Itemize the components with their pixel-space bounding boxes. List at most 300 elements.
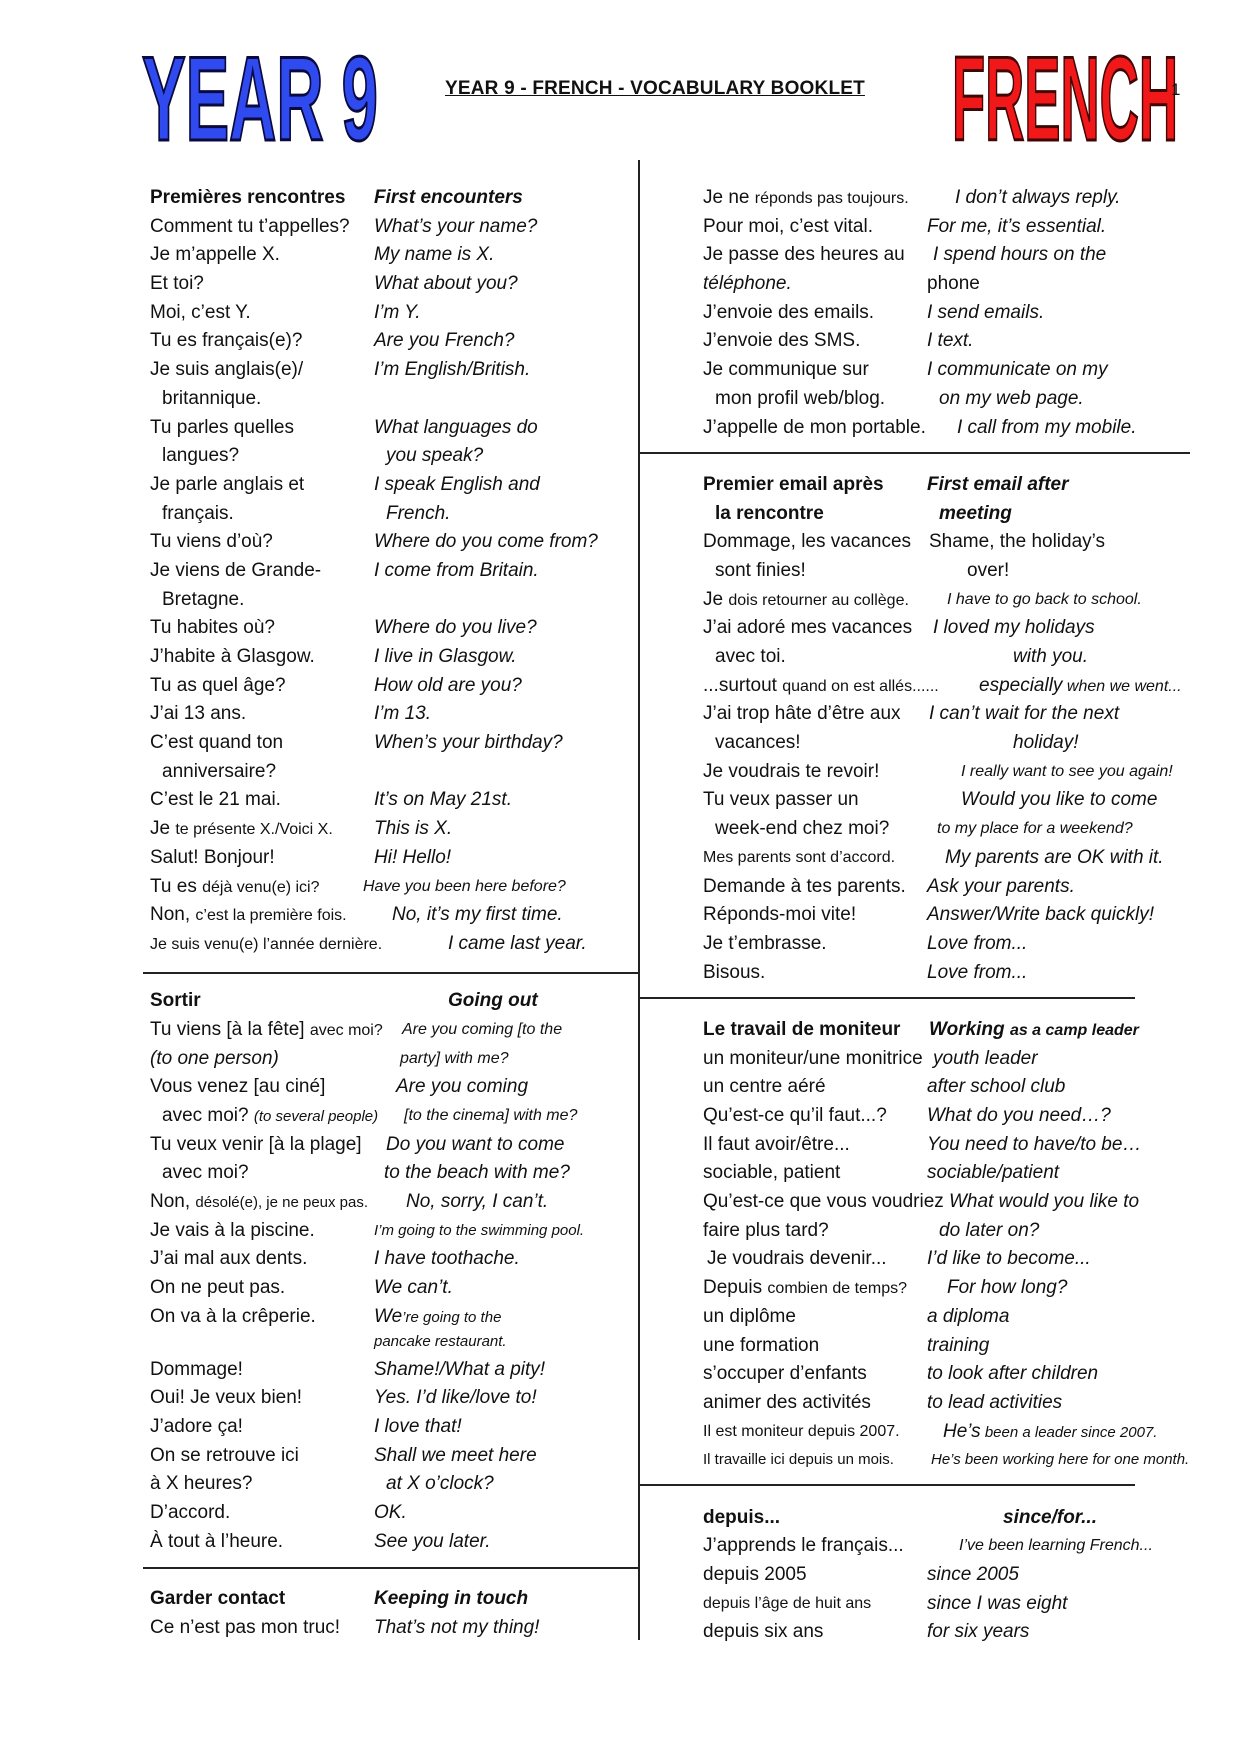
heading-fr: la rencontre [715,502,824,524]
heading-fr: Garder contact [150,1588,286,1609]
en-text: Would you like to come [961,789,1158,811]
fr-text: J’envoie des SMS. [703,330,861,352]
fr-text: s’occuper d’enfants [703,1363,867,1385]
en-text: I’m 13. [374,703,432,725]
vocab-row [150,614,640,643]
en-text: pancake restaurant. [374,1332,507,1350]
en-text: party] with me? [400,1049,509,1067]
en-text: I’d like to become... [927,1248,1091,1270]
fr-text: téléphone. [703,273,792,295]
vocab-row [703,557,1223,586]
fr-text: Je t’embrasse. [703,932,827,954]
en-text: Shall we meet here [374,1444,537,1466]
fr-text: Tu as quel âge? [150,674,286,696]
heading-fr: Premières rencontres [150,187,346,208]
en-text: You need to have/to be… [927,1133,1142,1155]
en-text: to the beach with me? [384,1162,570,1184]
fr-text: Salut! Bonjour! [150,846,275,868]
vocab-row [150,1131,640,1160]
fr-text: vacances! [715,732,801,754]
en-text: He’s [943,1420,981,1442]
fr-text: Oui! Je veux bien! [150,1387,303,1409]
fr-text: un moniteur/une monitrice [703,1047,923,1069]
section-heading [150,184,640,213]
en-text: over! [967,559,1010,581]
vocab-row [703,1245,1223,1274]
fr-text: On se retrouve ici [150,1444,299,1466]
vocab-row [150,1045,640,1074]
en-text: to my place for a weekend? [937,820,1133,838]
fr-text: J’ai 13 ans. [150,703,247,725]
en-text: I came last year. [448,932,587,954]
vocab-row [703,1131,1223,1160]
vocab-row [150,557,640,586]
vocab-row [703,844,1223,873]
fr-text: J’apprends le français... [703,1535,904,1557]
fr-text: Bretagne. [162,588,245,610]
fr-text: venu(e) l’année dernière. [204,935,383,953]
fr-text: Ce n’est pas mon truc! [150,1616,341,1638]
fr-text: animer des activités [703,1391,871,1413]
fr-text: J’habite à Glasgow. [150,646,315,667]
vocab-row [150,586,640,615]
section-keeping-in-touch [150,1585,640,1642]
vocab-row [150,1245,640,1274]
fr-text: C’est le 21 mai. [150,789,281,811]
en-text: at X o’clock? [386,1473,494,1495]
en-text: See you later. [374,1530,491,1552]
section-heading [150,987,640,1016]
spacer [150,959,640,988]
vocab-row [150,815,640,844]
fr-text: Tu viens [à la fête] [150,1018,310,1040]
vocab-row [150,471,640,500]
fr-text: J’envoie des emails. [703,301,875,323]
vocab-row [703,614,1223,643]
page-title: YEAR 9 - FRENCH - VOCABULARY BOOKLET [445,78,865,99]
fr-text: depuis l’âge de huit ans [703,1594,872,1612]
vocab-row [150,1499,640,1528]
vocab-row [150,1102,640,1131]
fr-text: sociable, patient [703,1162,841,1184]
vocab-row [150,643,640,672]
en-text: What about you? [374,273,518,295]
fr-text: un diplôme [703,1305,796,1327]
spacer [703,1475,1223,1504]
en-text: when we went... [1062,677,1182,695]
fr-text: Comment tu t’appelles? [150,215,350,237]
spacer [703,987,1223,1016]
fr-text: On va à la crêperie. [150,1305,316,1327]
french-logo [950,36,1180,148]
vocab-row [703,414,1223,443]
en-text: to lead activities [927,1391,1063,1413]
en-text: I send emails. [927,301,1045,323]
section-first-encounters [150,184,640,959]
vocab-row [703,901,1223,930]
vocab-row [150,299,640,328]
vocab-row [150,1528,640,1557]
fr-text: J’adore ça! [150,1415,243,1437]
vocab-row [703,930,1223,959]
section-heading [150,1585,640,1614]
vocab-row [703,1073,1223,1102]
fr-text: Je ne [703,187,755,208]
section-first-email [703,471,1223,987]
fr-text: Pour moi, c’est vital. [703,215,873,237]
en-text: I loved my holidays [933,617,1095,639]
vocab-row [703,1045,1223,1074]
en-text: to look after children [927,1363,1099,1385]
vocab-row [703,356,1223,385]
fr-text: avec moi? [309,1021,383,1039]
vocab-row [703,672,1223,701]
fr-text: Qu’est-ce que vous voudriez [703,1191,944,1213]
fr-text: Je [703,588,729,610]
fr-text: anniversaire? [162,760,277,782]
vocab-row [703,213,1223,242]
en-text: This is X. [374,818,453,840]
vocab-row [150,1442,640,1471]
fr-text: déjà venu(e) ici? [202,878,320,896]
fr-text: Je parle anglais et [150,473,305,495]
vocab-row [150,1274,640,1303]
en-text: What languages do [374,416,538,438]
en-text: My parents are OK with it. [945,846,1164,868]
en-text: especially [979,674,1063,696]
fr-text: Il faut avoir/être... [703,1133,850,1155]
en-text: after school club [927,1076,1066,1098]
fr-text: Je communique sur [703,359,869,381]
fr-text: Tu veux passer un [703,789,859,811]
heading-en: First encounters [374,187,523,208]
en-text: I live in Glasgow. [374,646,517,667]
fr-text: avec moi? [162,1162,249,1184]
heading-en: Keeping in touch [374,1588,529,1609]
vocab-row [150,1384,640,1413]
section-keeping-in-touch-cont [703,184,1223,442]
fr-text: Je vais à la piscine. [150,1219,315,1241]
vocab-row [150,1413,640,1442]
vocab-row [150,1217,640,1246]
vocab-row [703,873,1223,902]
fr-text: Qu’est-ce qu’il faut...? [703,1105,887,1126]
vocab-row [703,1274,1223,1303]
en-text: Where do you come from? [374,531,598,553]
en-text: Are you French? [374,330,515,352]
vocab-row [150,241,640,270]
fr-text: un centre aéré [703,1076,826,1098]
en-text: I’m English/British. [374,359,531,381]
fr-text: Tu viens d’où? [150,531,273,553]
en-text: It’s on May 21st. [374,789,512,811]
fr-note: (to several people) [253,1108,379,1125]
vocab-row [150,528,640,557]
vocab-row [703,327,1223,356]
left-column [150,184,640,1642]
en-text: I call from my mobile. [957,416,1137,438]
en-text: For how long? [947,1277,1068,1299]
vocab-row [703,1532,1223,1561]
en-text: holiday! [1013,732,1079,754]
fr-text: Dommage! [150,1358,243,1380]
heading-en: since/for... [1003,1506,1097,1528]
en-text: since 2005 [927,1564,1019,1585]
section-depuis [703,1504,1223,1647]
en-text: I communicate on my [927,359,1108,381]
en-text: That’s not my thing! [374,1616,540,1638]
vocab-row [150,1356,640,1385]
fr-text: depuis six ans [703,1621,824,1643]
en-text: I’ve been learning French... [959,1537,1153,1555]
en-text: He’s been working here for one month. [931,1451,1190,1469]
vocab-row [703,1159,1223,1188]
section-heading [703,1504,1223,1533]
vocab-row [703,528,1223,557]
fr-text: Je suis anglais(e)/ [150,359,304,381]
vocab-row [150,729,640,758]
fr-text: Dommage, les vacances [703,531,912,553]
vocab-row [703,184,1223,213]
french-logo-text: FRENCH [952,36,1178,148]
en-text: How old are you? [374,674,522,696]
heading-fr: Le travail de moniteur [703,1018,901,1040]
fr-text: Je passe des heures au [703,244,905,266]
en-text: been a leader since 2007. [980,1423,1158,1441]
en-text: since I was eight [927,1592,1068,1614]
en-text: I spend hours on the [933,244,1107,266]
fr-text: britannique. [162,387,262,409]
fr-text: Je voudrais te revoir! [703,760,880,782]
en-text: French. [386,502,451,524]
fr-text: depuis 2005 [703,1564,807,1585]
fr-text: J’ai trop hâte d’être aux [703,703,901,725]
en-text: No, it’s my first time. [392,904,563,926]
en-text: youth leader [933,1047,1038,1069]
vocab-row [150,213,640,242]
vocab-row [150,327,640,356]
vocab-row [150,930,640,959]
en-text: ’re going to the [402,1308,502,1326]
vocab-row [703,786,1223,815]
fr-text: Tu parles quelles [150,416,294,438]
fr-text: Bisous. [703,961,766,983]
heading-fr: Sortir [150,990,201,1012]
vocab-row [150,356,640,385]
vocab-row [150,385,640,414]
fr-text: J’appelle de mon portable. [703,416,926,438]
vocab-row [703,1446,1223,1475]
section-heading [703,500,1223,529]
en-text: OK. [374,1501,407,1523]
fr-text: Non, [150,904,196,926]
vocab-row [150,1016,640,1045]
year-9-logo [140,36,380,148]
vocab-row [703,1360,1223,1389]
en-text: Are you coming [to the [402,1020,563,1038]
en-text: sociable/patient [927,1162,1060,1184]
vocab-row [150,500,640,529]
fr-text: Je m’appelle X. [150,244,280,266]
fr-text: Moi, c’est Y. [150,301,251,323]
fr-text: Il est moniteur depuis 2007. [703,1422,900,1440]
vocab-row [150,1073,640,1102]
en-text: Do you want to come [386,1133,565,1155]
heading-en: Working [929,1018,1010,1040]
page-number: 1 [1171,80,1181,99]
fr-text: (to one person) [150,1047,279,1069]
fr-text: D’accord. [150,1501,231,1523]
vocab-row [703,959,1223,988]
fr-text: Tu veux venir [à la plage] [150,1133,362,1155]
fr-text: Mes parents sont d’accord. [703,848,896,866]
fr-text: te présente X./Voici X. [175,821,333,839]
en-text: Are you coming [396,1076,529,1098]
vocab-row [703,700,1223,729]
vocab-row [150,873,640,902]
vocab-row [150,786,640,815]
vocab-row [703,1332,1223,1361]
vocab-row [703,241,1223,270]
en-text: a diploma [927,1305,1010,1327]
en-text: I have to go back to school. [947,590,1142,608]
en-text: Have you been here before? [363,877,566,895]
fr-text: ...surtout [703,674,783,696]
en-text: Where do you live? [374,617,537,639]
heading-en: First email after [927,473,1069,495]
fr-text: Tu es [150,875,203,897]
vocab-row [150,758,640,787]
en-text: Ask your parents. [927,875,1075,897]
en-text: with you. [1013,646,1088,667]
en-text: [to the cinema] with me? [404,1107,578,1124]
en-text: for six years [927,1621,1030,1643]
en-text: We [374,1305,403,1327]
en-text: do later on? [939,1219,1040,1241]
fr-text: C’est quand ton [150,732,284,754]
vocab-row [703,1389,1223,1418]
fr-text: quand on est allés...... [782,677,939,695]
en-text: Love from... [927,932,1028,954]
en-text: Yes. I’d like/love to! [374,1387,537,1409]
en-text: What’s your name? [374,215,538,237]
en-text: you speak? [386,445,484,467]
fr-text: Je [150,818,176,840]
french-wordart [950,36,1180,148]
fr-text: J’ai adoré mes vacances [703,617,913,639]
fr-text: Réponds-moi vite! [703,904,857,926]
vocab-row [703,729,1223,758]
fr-text: Tu es français(e)? [150,330,303,352]
vocab-row [150,270,640,299]
spacer [150,1556,640,1585]
fr-text: combien de temps? [767,1280,908,1298]
right-column [703,184,1223,1647]
fr-text: avec toi. [715,646,786,667]
vocab-row [703,1102,1223,1131]
vocab-row [703,1217,1223,1246]
vocab-row [703,1590,1223,1619]
en-text: What would you like to [949,1191,1140,1213]
en-text: I can’t wait for the next [929,703,1120,725]
vocab-row [150,1188,640,1217]
fr-text: français. [162,502,234,524]
fr-text: réponds pas toujours. [754,190,909,207]
fr-text: mon profil web/blog. [715,387,886,409]
fr-text: Je voudrais devenir... [707,1248,887,1270]
spacer [703,442,1223,471]
section-heading [703,471,1223,500]
en-text: I don’t always reply. [955,187,1121,208]
vocab-row [703,1418,1223,1447]
en-text: Hi! Hello! [374,846,452,868]
fr-text: Tu habites où? [150,617,275,639]
en-text: No, sorry, I can’t. [406,1191,549,1213]
en-text: Love from... [927,961,1028,983]
en-text: I speak English and [374,473,540,495]
fr-text: Vous venez [au ciné] [150,1076,326,1098]
vocab-row [150,1303,640,1332]
heading-en: as a camp leader [1009,1021,1139,1039]
vocab-row [703,815,1223,844]
vocab-row [703,299,1223,328]
en-text: Answer/Write back quickly! [927,904,1155,926]
vocab-row [703,586,1223,615]
fr-text: sont finies! [715,559,806,581]
vocab-row [150,700,640,729]
en-text: For me, it’s essential. [927,215,1107,237]
vocab-row [150,1614,640,1643]
fr-text: Non, [150,1191,196,1213]
fr-text: À tout à l’heure. [150,1530,284,1552]
fr-text: Il travaille ici depuis un mois. [703,1451,894,1469]
fr-text: dois retourner au collège. [728,591,909,609]
fr-text: Et toi? [150,273,204,295]
vocab-row [150,442,640,471]
fr-text: à X heures? [150,1473,253,1495]
fr-text: Depuis [703,1277,768,1299]
fr-text: faire plus tard? [703,1219,829,1241]
year-9-logo-text: YEAR 9 [142,36,378,148]
en-text: I’m going to the swimming pool. [374,1221,585,1239]
heading-fr: depuis... [703,1506,781,1528]
vocab-row [703,643,1223,672]
vocab-row [150,901,640,930]
vocab-row [703,385,1223,414]
fr-text: Je viens de Grande- [150,559,322,581]
section-camp-leader [703,1016,1223,1475]
vocab-row [703,1618,1223,1647]
fr-text: langues? [162,445,240,467]
fr-text: On ne peut pas. [150,1277,286,1299]
vocab-row [703,1303,1223,1332]
heading-en: meeting [939,502,1012,524]
fr-text: désolé(e), je ne peux pas. [195,1194,369,1212]
heading-fr: Premier email après [703,473,884,495]
section-going-out [150,987,640,1556]
en-text: I come from Britain. [374,559,539,581]
en-text: My name is X. [374,244,495,266]
en-text: phone [927,273,980,295]
vocab-row [703,270,1223,299]
vocab-row [150,414,640,443]
fr-text: Je suis [150,935,205,953]
en-text: Shame, the holiday’s [929,531,1106,553]
year-9-wordart [140,36,380,148]
fr-text: week-end chez moi? [715,818,890,840]
vocab-row [150,844,640,873]
fr-text: avec moi? [162,1105,254,1126]
